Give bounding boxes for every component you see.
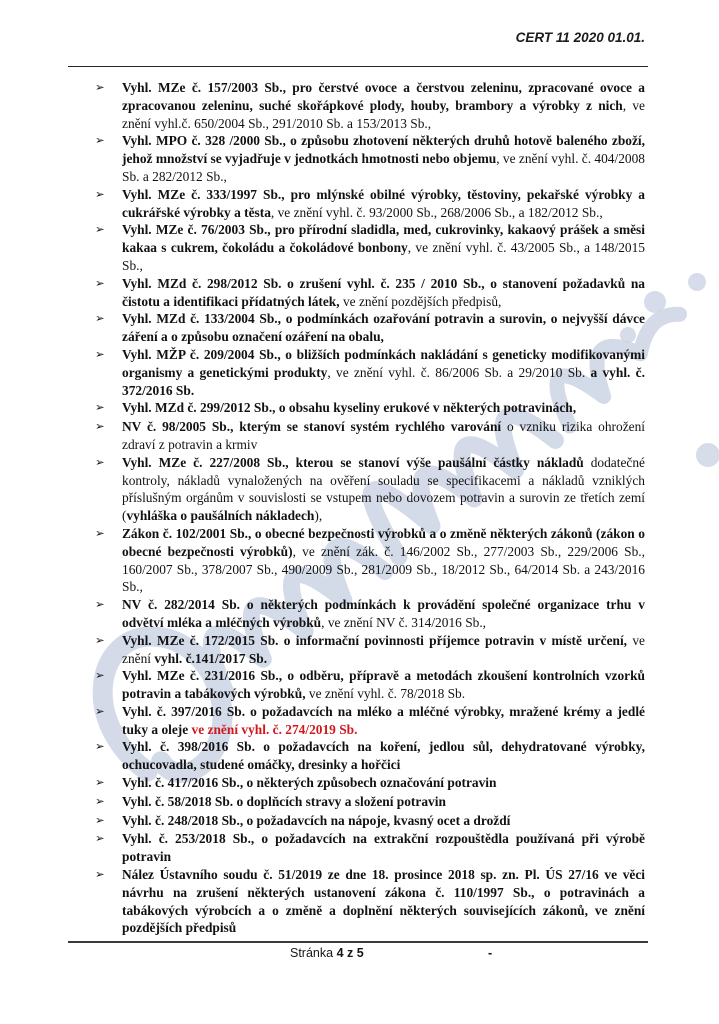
list-item-text: Vyhl. MZe č. 76/2003 Sb., pro přírodní sladidla, med, cukrovinky, kakaový prášek a směsi kakaa s cukrem, čokoládu a čokoládové bonbony, ve znění vyhl. č. 43/2005 Sb., a 148/2015 Sb., xyxy=(122,222,645,273)
list-item xyxy=(95,525,645,596)
list-item-text: Vyhl. č. 253/2018 Sb., o požadavcích na extrakční rozpouštědla používaná při výrobě potravin xyxy=(122,831,645,865)
arrow-bullet-icon: ➢ xyxy=(95,599,105,612)
footer-dash: - xyxy=(488,946,493,960)
arrow-bullet-icon: ➢ xyxy=(95,402,105,415)
list-item xyxy=(95,738,645,774)
list-item-text: Vyhl. č. 58/2018 Sb. o doplňcích stravy a složení potravin xyxy=(122,793,446,809)
arrow-bullet-icon: ➢ xyxy=(95,670,105,683)
list-item xyxy=(95,310,645,346)
list-item-text: Vyhl. č. 417/2016 Sb., o některých způsobech označování potravin xyxy=(122,775,497,791)
arrow-bullet-icon: ➢ xyxy=(95,705,105,718)
arrow-bullet-icon: ➢ xyxy=(95,777,105,790)
regulation-list xyxy=(95,79,645,937)
list-item-text: NV č. 98/2005 Sb., kterým se stanoví systém rychlého varování o vzniku rizika ohrožení zdraví z potravin a krmiv xyxy=(122,419,646,452)
list-item-text: Vyhl. MŽP č. 209/2004 Sb., o bližších podmínkách nakládání s geneticky modifikovanými organismy a genetickými produkty, ve znění vyhl. č. 86/2006 Sb. a 29/2010 Sb. a vyhl. č. 372/2016 Sb. xyxy=(122,346,645,398)
list-item-text: Vyhl. č. 248/2018 Sb., o požadavcích na nápoje, kvasný ocet a droždí xyxy=(122,812,511,828)
list-item-text: Vyhl. MZd č. 298/2012 Sb. o zrušení vyhl. č. 235 / 2010 Sb., o stanovení požadavků na čistotu a identifikaci přídatných látek, ve znění pozdějších předpisů, xyxy=(122,275,645,309)
arrow-bullet-icon: ➢ xyxy=(95,869,105,882)
page-footer xyxy=(68,941,648,960)
list-item-text: Vyhl. MZe č. 157/2003 Sb., pro čerstvé ovoce a čerstvou zeleninu, zpracované ovoce a zpracovanou zeleninu, suché skořápkové plody, houby, brambory a výrobky z nich, ve znění vyhl.č. 650/2004 Sb., 291/2010 Sb. a 153/2013 Sb., xyxy=(122,80,645,131)
arrow-bullet-icon: ➢ xyxy=(95,348,105,361)
list-item xyxy=(95,132,645,185)
list-item xyxy=(95,418,645,454)
list-item xyxy=(95,79,645,132)
list-item-text: Vyhl. č. 398/2016 Sb. o požadavcích na koření, jedlou sůl, dehydratované výrobky, ochucovadla, studené omáčky, dresinky a hořčici xyxy=(122,739,645,773)
arrow-bullet-icon: ➢ xyxy=(95,313,105,326)
page-number-value: 4 z 5 xyxy=(336,946,364,960)
arrow-bullet-icon: ➢ xyxy=(95,814,105,827)
list-item-text: Vyhl. MZd č. 299/2012 Sb., o obsahu kyseliny erukové v některých potravinách, xyxy=(122,400,577,416)
arrow-bullet-icon: ➢ xyxy=(95,833,105,846)
arrow-bullet-icon: ➢ xyxy=(95,421,105,434)
list-item-text: Vyhl. MZe č. 231/2016 Sb., o odběru, přípravě a metodách zkoušení kontrolních vzorků potravin a tabákových výrobků, ve znění vyhl. č. 78/2018 Sb. xyxy=(122,668,645,702)
list-item xyxy=(95,346,645,399)
list-item xyxy=(95,275,645,311)
page-header xyxy=(516,30,645,45)
arrow-bullet-icon: ➢ xyxy=(95,135,105,148)
arrow-bullet-icon: ➢ xyxy=(95,188,105,201)
list-item-text: NV č. 282/2014 Sb. o některých podmínkách k provádění společné organizace trhu v odvětví mléka a mléčných výrobků, ve znění NV č. 314/2016 Sb., xyxy=(122,597,645,630)
list-item xyxy=(95,632,645,668)
doc-reference: CERT 11 2020 01.01. xyxy=(515,30,645,45)
list-item xyxy=(95,221,645,274)
list-item xyxy=(95,866,645,937)
list-item-text: Vyhl. MZe č. 333/1997 Sb., pro mlýnské obilné výrobky, těstoviny, pekařské výrobky a cukrářské výrobky a těsta, ve znění vyhl. č. 93/2000 Sb., 268/2006 Sb., a 182/2012 Sb., xyxy=(122,186,645,220)
list-item xyxy=(95,703,645,739)
arrow-bullet-icon: ➢ xyxy=(95,795,105,808)
list-item xyxy=(95,830,645,866)
arrow-bullet-icon: ➢ xyxy=(95,224,105,237)
list-item xyxy=(95,454,645,525)
page-number-label: Stránka xyxy=(290,946,334,960)
list-item-text: Vyhl. č. 397/2016 Sb. o požadavcích na mléko a mléčné výrobky, mražené krémy a jedlé tuky a oleje ve znění vyhl. č. 274/2019 Sb. xyxy=(122,703,645,737)
list-item xyxy=(95,793,645,812)
arrow-bullet-icon: ➢ xyxy=(95,527,105,540)
arrow-bullet-icon: ➢ xyxy=(95,456,105,469)
list-item-text: Vyhl. MZd č. 133/2004 Sb., o podmínkách ozařování potravin a surovin, o nejvyšší dávce záření a o způsobu označení ozáření na obalu, xyxy=(122,311,645,345)
arrow-bullet-icon: ➢ xyxy=(95,277,105,290)
arrow-bullet-icon: ➢ xyxy=(95,82,105,94)
list-item-text: Zákon č. 102/2001 Sb., o obecné bezpečnosti výrobků a o změně některých zákonů (zákon o obecné bezpečnosti výrobků), ve znění zák. č. 146/2002 Sb., 277/2003 Sb., 229/2006 Sb., 160/2007 Sb., 378/2007 Sb., 490/2009 Sb., 281/2009 Sb., 18/2012 Sb., 64/2014 Sb. a 243/2016 Sb., xyxy=(122,525,645,595)
list-item xyxy=(95,774,645,793)
arrow-bullet-icon: ➢ xyxy=(95,634,105,647)
list-item-text: Vyhl. MZe č. 172/2015 Sb. o informační povinnosti příjemce potravin v místě určení, ve znění vyhl. č.141/2017 Sb. xyxy=(122,632,645,666)
list-item-text: Vyhl. MPO č. 328 /2000 Sb., o způsobu zhotovení některých druhů hotově baleného zboží, jehož množství se vyjadřuje v jednotkách hmotnosti nebo objemu, ve znění vyhl. č. 404/2008 Sb. a 282/2012 Sb., xyxy=(122,133,645,184)
list-item xyxy=(95,399,645,418)
arrow-bullet-icon: ➢ xyxy=(95,741,105,754)
page-number xyxy=(290,946,364,960)
list-item-text: Nález Ústavního soudu č. 51/2019 ze dne 18. prosince 2018 sp. zn. Pl. ÚS 27/16 ve věci návrhu na zrušení některých ustanovení zákona č. 110/1997 Sb., o potravinách a tabákových výrobcích a o změně a doplnění některých souvisejících zákonů, ve znění pozdějších předpisů xyxy=(122,867,645,936)
list-item xyxy=(95,812,645,831)
list-item xyxy=(95,596,645,632)
list-item xyxy=(95,667,645,703)
header-divider xyxy=(68,66,648,67)
list-item-text: Vyhl. MZe č. 227/2008 Sb., kterou se stanoví výše paušální částky nákladů dodatečné kontroly, nákladů vynaložených na ověření souladu se specifikacemi a nákladů vzniklých příslušným orgánům v souvislosti se vstupem nebo dovozem potravin a surovin ze třetích zemí (vyhláška o paušálních nákladech), xyxy=(122,454,645,524)
list-item xyxy=(95,186,645,222)
